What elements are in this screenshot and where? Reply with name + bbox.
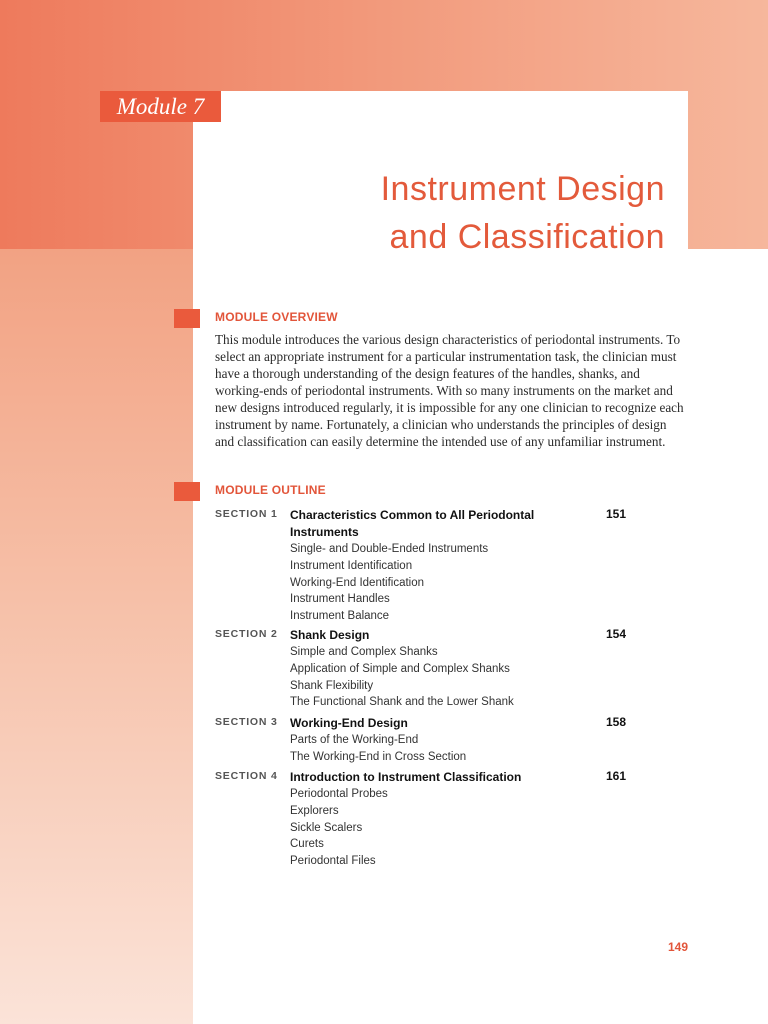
side-band xyxy=(0,249,193,1024)
outline-section-1 xyxy=(215,507,635,627)
outline-section-3 xyxy=(215,715,635,769)
section-label: SECTION 4 xyxy=(215,770,278,782)
overview-text: This module introduces the various design characteristics of periodontal instruments. To select an appropriate instrument for a particular instrumentation task, the clinician must have a thorough understanding of the design features of the handles, shanks, and working-ends of periodontal instruments. With so many instruments on the market and new designs introduced regularly, it is impossible for any one clinician to recognize each instrument by name. Fortunately, a clinician who understands the principles of design and classification can easily determine the intended use of any unfamiliar instrument. xyxy=(215,332,684,449)
outline-heading: MODULE OUTLINE xyxy=(215,483,326,497)
section-label: SECTION 2 xyxy=(215,628,278,640)
section-page: 161 xyxy=(606,769,627,783)
section-item: Instrument Identification xyxy=(290,559,413,572)
section-item: The Working-End in Cross Section xyxy=(290,750,467,763)
section-item: Instrument Handles xyxy=(290,593,390,606)
section-body xyxy=(290,627,590,711)
section-body xyxy=(290,507,590,625)
section-title: Characteristics Common to All Periodontal Instruments xyxy=(290,508,535,539)
section-title: Shank Design xyxy=(290,628,370,642)
section-item: Curets xyxy=(290,838,324,851)
section-label: SECTION 1 xyxy=(215,508,278,520)
section-item: Periodontal Probes xyxy=(290,788,388,800)
section-page: 154 xyxy=(606,627,627,641)
section-item: Explorers xyxy=(290,804,339,817)
section-body xyxy=(290,769,590,870)
section-item: Shank Flexibility xyxy=(290,679,374,692)
section-item: Working-End Identification xyxy=(290,576,425,589)
section-item: Parts of the Working-End xyxy=(290,734,419,746)
module-outline xyxy=(215,507,635,873)
title-line-1: Instrument Design xyxy=(380,170,665,208)
section-item: Sickle Scalers xyxy=(290,821,363,834)
section-item: Application of Simple and Complex Shanks xyxy=(290,662,510,675)
overview-heading: MODULE OVERVIEW xyxy=(215,310,338,324)
title-line-2: and Classification xyxy=(389,218,665,256)
section-page: 158 xyxy=(606,715,627,729)
outline-section-4 xyxy=(215,769,635,873)
overview-marker xyxy=(174,309,200,328)
section-item: Simple and Complex Shanks xyxy=(290,646,438,658)
module-tag: Module 7 xyxy=(100,91,221,122)
outline-section-2 xyxy=(215,627,635,715)
page-number: 149 xyxy=(668,940,689,954)
page-title xyxy=(381,165,665,261)
section-title: Working-End Design xyxy=(290,716,408,730)
section-label: SECTION 3 xyxy=(215,716,278,728)
section-item: Periodontal Files xyxy=(290,855,376,868)
section-title: Introduction to Instrument Classification xyxy=(290,770,522,784)
outline-marker xyxy=(174,482,200,501)
section-page: 151 xyxy=(606,507,627,521)
section-item: The Functional Shank and the Lower Shank xyxy=(290,696,514,709)
section-body xyxy=(290,715,590,766)
section-item: Instrument Balance xyxy=(290,610,390,623)
section-item: Single- and Double-Ended Instruments xyxy=(290,543,489,555)
